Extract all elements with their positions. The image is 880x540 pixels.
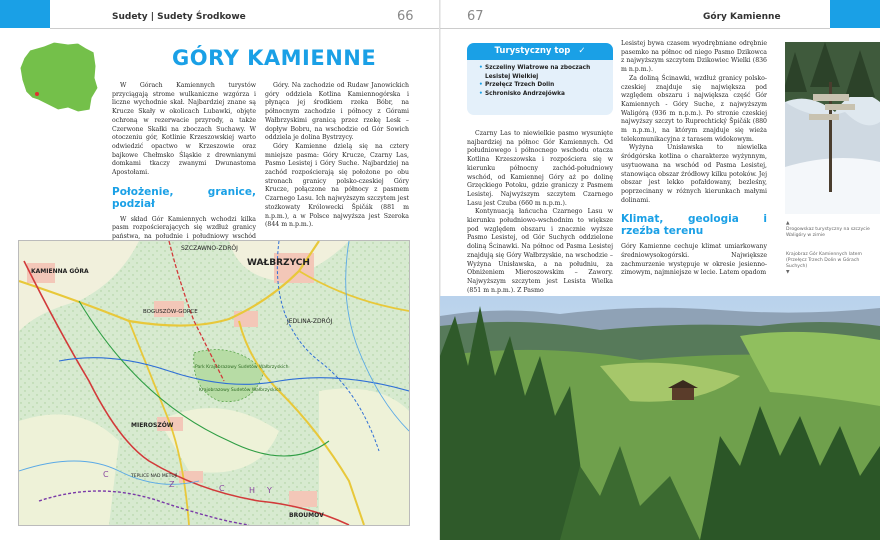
paragraph: W skład Gór Kamiennych wchodzi kilka pasm rozpościerających się wzdłuż granicy państwa, na południe i południowy wschód <box>112 215 256 241</box>
right-column-2 <box>621 40 767 278</box>
tourist-top-box <box>467 43 613 115</box>
map-label: MIEROSZÓW <box>131 422 174 429</box>
paragraph: Góry Kamienne cechuje klimat umiarkowany średniowysokogórski. Największe zachmurzenie występuje w okresie jesienno-zimowym, najmniejsze w lecie. Latem opadom <box>621 243 767 277</box>
paragraph: Góry Kamienne dzielą się na cztery mniejsze pasma: Góry Krucze, Czarny Las, Pasmo Lesistej i Góry Suche. Najbardziej na zachód rozpościerają się położone po obu stronach granicy polsko-czeskiej Góry Krucze, połączone na północy z pasmem Czarnego Lasu. Ich najwyższym szczytem jest stożkowaty Królowecki Špičák (881 m n.p.m.), a w Polsce najwyższa jest Szeroka (844 m n.p.m.). <box>265 142 409 229</box>
poland-locator-map <box>16 40 100 116</box>
list-item: • Szczeliny Wiatrowe na zboczach Lesistej Wielkiej <box>479 64 613 81</box>
running-header: Góry Kamienne <box>703 12 781 22</box>
check-icon: ✓ <box>578 46 586 56</box>
photo-caption <box>786 252 876 276</box>
section-heading: Klimat, geologia i rzeźba terenu <box>621 213 767 238</box>
left-column-2 <box>265 82 409 230</box>
map-label: Krajobrazowy Sudetów Wałbrzyskich <box>199 388 282 393</box>
map-label: Park Krajobrazowy Sudetów Wałbrzyskich <box>195 365 289 370</box>
section-heading: Położenie, granice, podział <box>112 185 256 210</box>
map-label: KAMIENNA GÓRA <box>31 268 89 275</box>
page-number: 67 <box>467 9 484 24</box>
winter-signpost-photo <box>785 42 880 214</box>
header-tab <box>0 0 50 28</box>
house <box>672 388 694 400</box>
caption-text: Krajobraz Gór Kamiennych latem (Przełęcz Trzech Dolin w Górach Suchych) <box>786 252 862 269</box>
map-label: Y <box>267 486 272 495</box>
paragraph: Kontynuacją łańcucha Czarnego Lasu w kierunku południowo-wschodnim to większe pod względem obszaru i znacznie wyższe Pasmo Lesistej, od Gór Suchych oddzielone doliną Ścinawki. Na północ od Pasma Lesistej znajdują się Góry Wałbrzyskie, na wschodzie – Wyżyna Unisławska, a na południu, za Obniżeniem Mieroszowskim – Zawory. Najwyższym szczytem jest Lesista Wielka (851 m n.p.m.). Z Pasmo <box>467 208 613 294</box>
map-label: Z <box>169 480 175 489</box>
header-rule <box>50 28 440 29</box>
arrow-down-icon: ▼ <box>786 270 790 275</box>
map-label: SZCZAWNO-ZDRÓJ <box>181 245 238 252</box>
paragraph: Czarny Las to niewielkie pasmo wysunięte najbardziej na północ Gór Kamiennych. Od południowego i północnego wschodu otacza Kotlina Krzeszowska i rozpościera się w kierunku północny zachód-południowy wschód, od Kamiennej Góry aż po dolinę Grzęckiego Potoku, gdzie graniczy z Pasmem Lesistej. Najwyższym szczytem Czarnego Lasu jest Czuba (660 m n.p.m.). <box>467 130 613 207</box>
page-title: GÓRY KAMIENNE <box>172 46 377 70</box>
header-tab <box>830 0 880 28</box>
topographic-map <box>18 240 410 526</box>
signpost-sign <box>809 114 839 120</box>
map-label: BROUMOV <box>289 512 324 519</box>
town-area <box>234 311 258 327</box>
map-label: C <box>219 484 225 493</box>
town-area <box>289 491 317 507</box>
paragraph: W Górach Kamiennych turystów przyciągają strome wulkaniczne wzgórza i liczne wychodnie skał. Najbardziej znane są Krucze Skały w okolicach Lubawki, objęte ochroną w rezerwacie przyrody, a także Czerwone Skałki na zboczach Suchawy. W otoczeniu gór, Kotlinie Krzeszowskiej warto odwiedzić opactwo w Krzeszowie oraz bajkowe Chełmsko Śląskie z drewnianymi domkami tkaczy zwanymi Dwunastoma Apostołami. <box>112 82 256 177</box>
tourist-top-list <box>467 64 613 98</box>
paragraph: Lesistej bywa czasem wyodrębniane odrębnie pasemko na północ od niego Pasmo Dzikowca z najwyższym szczytem Dzikowiec Wielki (836 m n.p.m.). <box>621 40 767 74</box>
paragraph: Wyżyna Unisławska to niewielka śródgórska kotlina o charakterze wyżynnym, usytuowana na wschód od Pasma Lesistej, stanowiąca obszar źródłowy kilku potoków. Jej obszar jest lekko pofałdowany, bezleśny, poprzecinany w różnych kierunkach małymi dolinami. <box>621 144 767 204</box>
arrow-up-icon: ▲ <box>786 221 790 226</box>
right-page <box>440 0 880 540</box>
caption-text: Drogowskaz turystyczny na szczycie Waligóry w zimie <box>786 227 870 238</box>
running-header: Sudety | Sudety Środkowe <box>112 12 246 22</box>
header-rule <box>440 28 830 29</box>
list-item: • Przełęcz Trzech Dolin <box>479 81 613 90</box>
map-label: WAŁBRZYCH <box>247 258 310 268</box>
map-label: H <box>249 486 256 495</box>
tourist-top-title: Turystyczny top <box>494 46 571 56</box>
region-marker <box>35 92 39 96</box>
map-label: TEPLICE NAD METUJÍ <box>131 474 178 479</box>
signpost-sign <box>813 94 849 101</box>
paragraph: Góry. Na zachodzie od Rudaw Janowickich góry oddziela Kotlina Kamiennogórska i płynąca jej środkiem rzeka Bóbr, na północnym zachodzie i północy z Górami Wałbrzyskimi granicą przez rzekę Lesk – dopływ Bobru, na wschodzie od Gór Sowich oddziela je dolina Bystrzycy. <box>265 82 409 142</box>
page-number: 66 <box>397 9 414 24</box>
poland-shape <box>20 42 98 112</box>
paragraph: Za doliną Ścinawki, wzdłuż granicy polsko-czeskiej znajduje się największa pod względem obszaru i największa część Gór Kamiennych - Góry Suche, z najwyższym Waligórą (936 m n.p.m.). Po stronie czeskiej najwyższy szczyt to Ruprechtický Špičák (880 m n.p.m.), na którym znajduje się wieża telekomunikacyjna z tarasem widokowym. <box>621 74 767 143</box>
map-label: C <box>103 470 109 479</box>
signpost-sign <box>825 104 855 110</box>
summer-landscape-photo <box>440 296 880 540</box>
left-column-1 <box>112 82 256 251</box>
photo-caption <box>786 221 876 239</box>
right-column-1 <box>467 130 613 295</box>
list-item: • Schronisko Andrzejówka <box>479 90 613 99</box>
map-label: BOGUSZÓW-GORCE <box>143 309 198 315</box>
tourist-top-header <box>467 43 613 60</box>
map-label: JEDLINA-ZDRÓJ <box>287 318 333 325</box>
